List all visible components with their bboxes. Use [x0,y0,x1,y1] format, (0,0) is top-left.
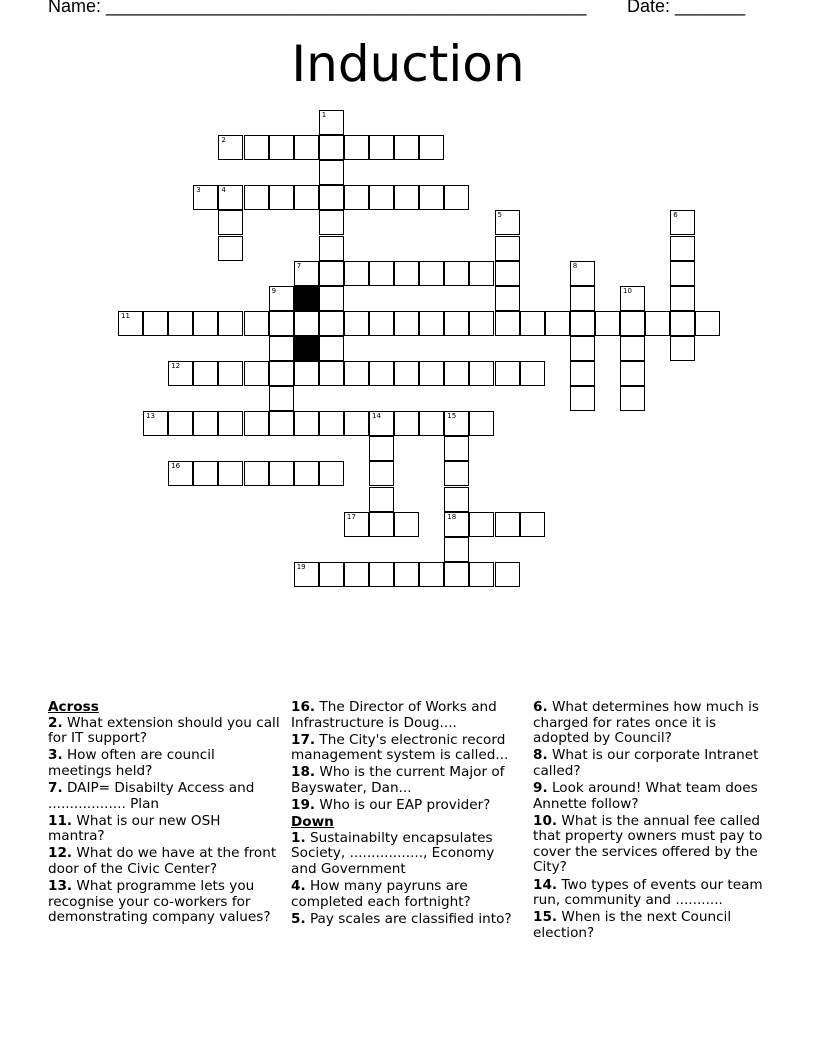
across-heading: Across [48,699,99,715]
grid-cell[interactable] [218,236,243,261]
grid-cell[interactable] [244,411,269,436]
clue-across-3: 3. How often are council meetings held? [48,747,215,779]
grid-cell[interactable] [344,411,369,436]
grid-cell[interactable] [620,386,645,411]
grid-cell[interactable] [520,512,545,537]
grid-cell[interactable] [218,361,243,386]
grid-cell[interactable] [495,512,520,537]
grid-cell[interactable] [444,411,469,436]
grid-cell[interactable] [419,562,444,587]
clue-across-18: 18. Who is the current Major of Bayswater, Dan... [291,764,505,796]
grid-cell[interactable] [269,386,294,411]
grid-cell[interactable] [444,512,469,537]
grid-cell[interactable] [469,512,494,537]
grid-cell[interactable] [193,411,218,436]
grid-cell[interactable] [369,411,394,436]
clue-number: 8 [572,261,578,270]
clue-across-7: 7. DAIP= Disabilty Access and .................. Plan [48,779,255,812]
grid-cell[interactable] [319,311,344,336]
grid-cell[interactable] [193,361,218,386]
grid-cell[interactable] [369,135,394,160]
clue-number: 18 [447,512,457,521]
clue-down-10: 10. What is the annual fee called that property owners must pay to cover the services offered by the City? [533,812,763,876]
grid-cell[interactable] [269,135,294,160]
grid-cell[interactable] [570,336,595,361]
grid-cell[interactable] [294,562,319,587]
grid-cell[interactable] [570,386,595,411]
clue-number: 15 [447,412,457,421]
grid-cell[interactable] [469,361,494,386]
grid-cell[interactable] [444,562,469,587]
grid-cell[interactable] [570,261,595,286]
grid-cell[interactable] [319,562,344,587]
grid-cell[interactable] [419,261,444,286]
clue-number: 10 [623,286,632,295]
clue-number: 3 [196,186,201,195]
grid-cell[interactable] [620,336,645,361]
grid-cell[interactable] [294,411,319,436]
grid-cell[interactable] [369,361,394,386]
clue-number: 12 [171,362,181,370]
clue-down-1: 1. Sustainabilty encapsulates Society, ................., Economy and Government [291,829,495,877]
grid-cell[interactable] [319,461,344,486]
grid-cell[interactable] [495,562,520,587]
clue-down-5: 5. Pay scales are classified into? [291,910,512,927]
grid-cell[interactable] [369,261,394,286]
clue-number: 16 [171,462,181,471]
grid-cell[interactable] [319,236,344,261]
grid-cell[interactable] [394,261,419,286]
grid-cell[interactable] [193,461,218,486]
grid-cell[interactable] [269,461,294,486]
grid-cell[interactable] [218,185,243,210]
clue-number: 1 [321,111,327,119]
date-field[interactable]: Date: _______ [627,0,746,16]
grid-cell[interactable] [520,361,545,386]
grid-cell[interactable] [695,311,720,336]
grid-cell[interactable] [394,311,419,336]
grid-cell[interactable] [269,411,294,436]
grid-cell[interactable] [394,361,419,386]
clue-down-6: 6. What determines how much is charged for rates once it is adopted by Council? [533,699,759,747]
grid-cell[interactable] [469,562,494,587]
clue-number: 17 [346,512,356,521]
grid-cell[interactable] [419,185,444,210]
clue-number: 7 [296,261,302,270]
grid-cell[interactable] [344,261,369,286]
grid-cell[interactable] [620,311,645,336]
grid-cell[interactable] [143,411,168,436]
clue-across-17: 17. The City's electronic record management system is called... [291,731,509,764]
grid-cell[interactable] [269,336,294,361]
grid-cell[interactable] [394,512,419,537]
grid-cell[interactable] [369,562,394,587]
clue-down-15: 15. When is the next Council election? [533,909,732,941]
grid-cell[interactable] [319,411,344,436]
grid-cell[interactable] [294,461,319,486]
grid-cell[interactable] [369,512,394,537]
grid-cell[interactable] [670,261,695,286]
grid-cell[interactable] [670,336,695,361]
grid-cell[interactable] [218,411,243,436]
clues-column-2 [291,700,523,929]
grid-cell[interactable] [444,461,469,486]
grid-cell[interactable] [444,185,469,210]
grid-cell[interactable] [319,336,344,361]
clue-across-16: 16. The Director of Works and Infrastructure is Doug.... [291,699,497,731]
grid-cell[interactable] [469,411,494,436]
clues-column-3 [533,700,773,943]
clue-number: 14 [372,412,381,421]
black-square [294,336,319,361]
grid-cell[interactable] [344,135,369,160]
grid-cell[interactable] [419,135,444,160]
grid-cell[interactable] [645,311,670,336]
grid-cell[interactable] [369,487,394,512]
grid-cell[interactable] [394,562,419,587]
grid-cell[interactable] [319,361,344,386]
grid-cell[interactable] [469,311,494,336]
grid-cell[interactable] [344,512,369,537]
grid-cell[interactable] [394,185,419,210]
grid-cell[interactable] [620,361,645,386]
grid-cell[interactable] [620,286,645,311]
grid-cell[interactable] [344,311,369,336]
grid-cell[interactable] [294,361,319,386]
grid-cell[interactable] [570,311,595,336]
grid-cell[interactable] [319,286,344,311]
grid-cell[interactable] [344,185,369,210]
grid-cell[interactable] [269,286,294,311]
down-heading: Down [291,814,334,831]
grid-cell[interactable] [244,135,269,160]
grid-cell[interactable] [369,185,394,210]
clue-number: 13 [146,412,156,421]
clue-across-2: 2. What extension should you call for IT support? [48,714,280,747]
clue-number: 6 [673,211,678,220]
grid-cell[interactable] [319,135,344,160]
grid-cell[interactable] [444,537,469,562]
clue-number: 19 [296,562,306,571]
grid-cell[interactable] [394,135,419,160]
grid-cell[interactable] [143,311,168,336]
grid-cell[interactable] [244,185,269,210]
grid-cell[interactable] [193,185,218,210]
grid-cell[interactable] [444,487,469,512]
grid-cell[interactable] [319,210,344,235]
clue-number: 11 [121,311,130,320]
clue-down-9: 9. Look around! What team does Annette follow? [533,779,758,812]
grid-cell[interactable] [670,236,695,261]
grid-cell[interactable] [168,311,193,336]
grid-cell[interactable] [369,436,394,461]
clue-across-13: 13. What programme lets you recognise your co-workers for demonstrating company values? [48,878,271,926]
black-square [294,286,319,311]
clue-number: 9 [271,286,277,295]
grid-cell[interactable] [218,311,243,336]
grid-cell[interactable] [344,361,369,386]
grid-cell[interactable] [294,135,319,160]
grid-cell[interactable] [218,135,243,160]
grid-cell[interactable] [495,210,520,235]
grid-cell[interactable] [469,261,494,286]
grid-cell[interactable] [595,311,620,336]
clues-column-1 [48,700,280,927]
grid-cell[interactable] [670,311,695,336]
grid-cell[interactable] [369,311,394,336]
grid-cell[interactable] [495,311,520,336]
grid-cell[interactable] [419,311,444,336]
clue-down-8: 8. What is our corporate Intranet called? [533,747,759,779]
grid-cell[interactable] [344,562,369,587]
grid-cell[interactable] [319,110,344,135]
grid-cell[interactable] [444,261,469,286]
grid-cell[interactable] [294,185,319,210]
grid-cell[interactable] [294,261,319,286]
grid-cell[interactable] [294,311,319,336]
grid-cell[interactable] [520,311,545,336]
grid-cell[interactable] [444,311,469,336]
clue-number: 5 [497,211,502,220]
grid-cell[interactable] [193,311,218,336]
grid-cell[interactable] [570,286,595,311]
grid-cell[interactable] [394,411,419,436]
page-title: Induction [291,35,525,93]
grid-cell[interactable] [495,361,520,386]
grid-cell[interactable] [419,361,444,386]
grid-cell[interactable] [244,311,269,336]
name-field[interactable]: Name: ________________________________________________ [48,0,587,16]
grid-cell[interactable] [495,286,520,311]
grid-cell[interactable] [369,461,394,486]
grid-cell[interactable] [570,361,595,386]
grid-cell[interactable] [670,210,695,235]
grid-cell[interactable] [269,361,294,386]
grid-cell[interactable] [244,461,269,486]
grid-cell[interactable] [319,261,344,286]
grid-cell[interactable] [118,311,143,336]
clue-down-4: 4. How many payruns are completed each fortnight? [291,878,471,910]
grid-cell[interactable] [269,185,294,210]
clue-number: 2 [221,136,226,145]
grid-cell[interactable] [495,236,520,261]
clue-across-19: 19. Who is our EAP provider? [291,797,491,814]
grid-cell[interactable] [670,286,695,311]
grid-cell[interactable] [319,185,344,210]
grid-cell[interactable] [419,411,444,436]
grid-cell[interactable] [444,361,469,386]
grid-cell[interactable] [168,461,193,486]
grid-cell[interactable] [444,436,469,461]
grid-cell[interactable] [244,361,269,386]
clue-across-11: 11. What is our new OSH mantra? [48,812,221,845]
grid-cell[interactable] [168,411,193,436]
clue-across-12: 12. What do we have at the front door of the Civic Center? [48,845,277,877]
grid-cell[interactable] [319,160,344,185]
grid-cell[interactable] [218,461,243,486]
grid-cell[interactable] [545,311,570,336]
grid-cell[interactable] [168,361,193,386]
grid-cell[interactable] [218,210,243,235]
clue-number: 4 [221,186,226,195]
clue-down-14: 14. Two types of events our team run, community and ........... [533,876,763,909]
grid-cell[interactable] [495,261,520,286]
grid-cell[interactable] [269,311,294,336]
